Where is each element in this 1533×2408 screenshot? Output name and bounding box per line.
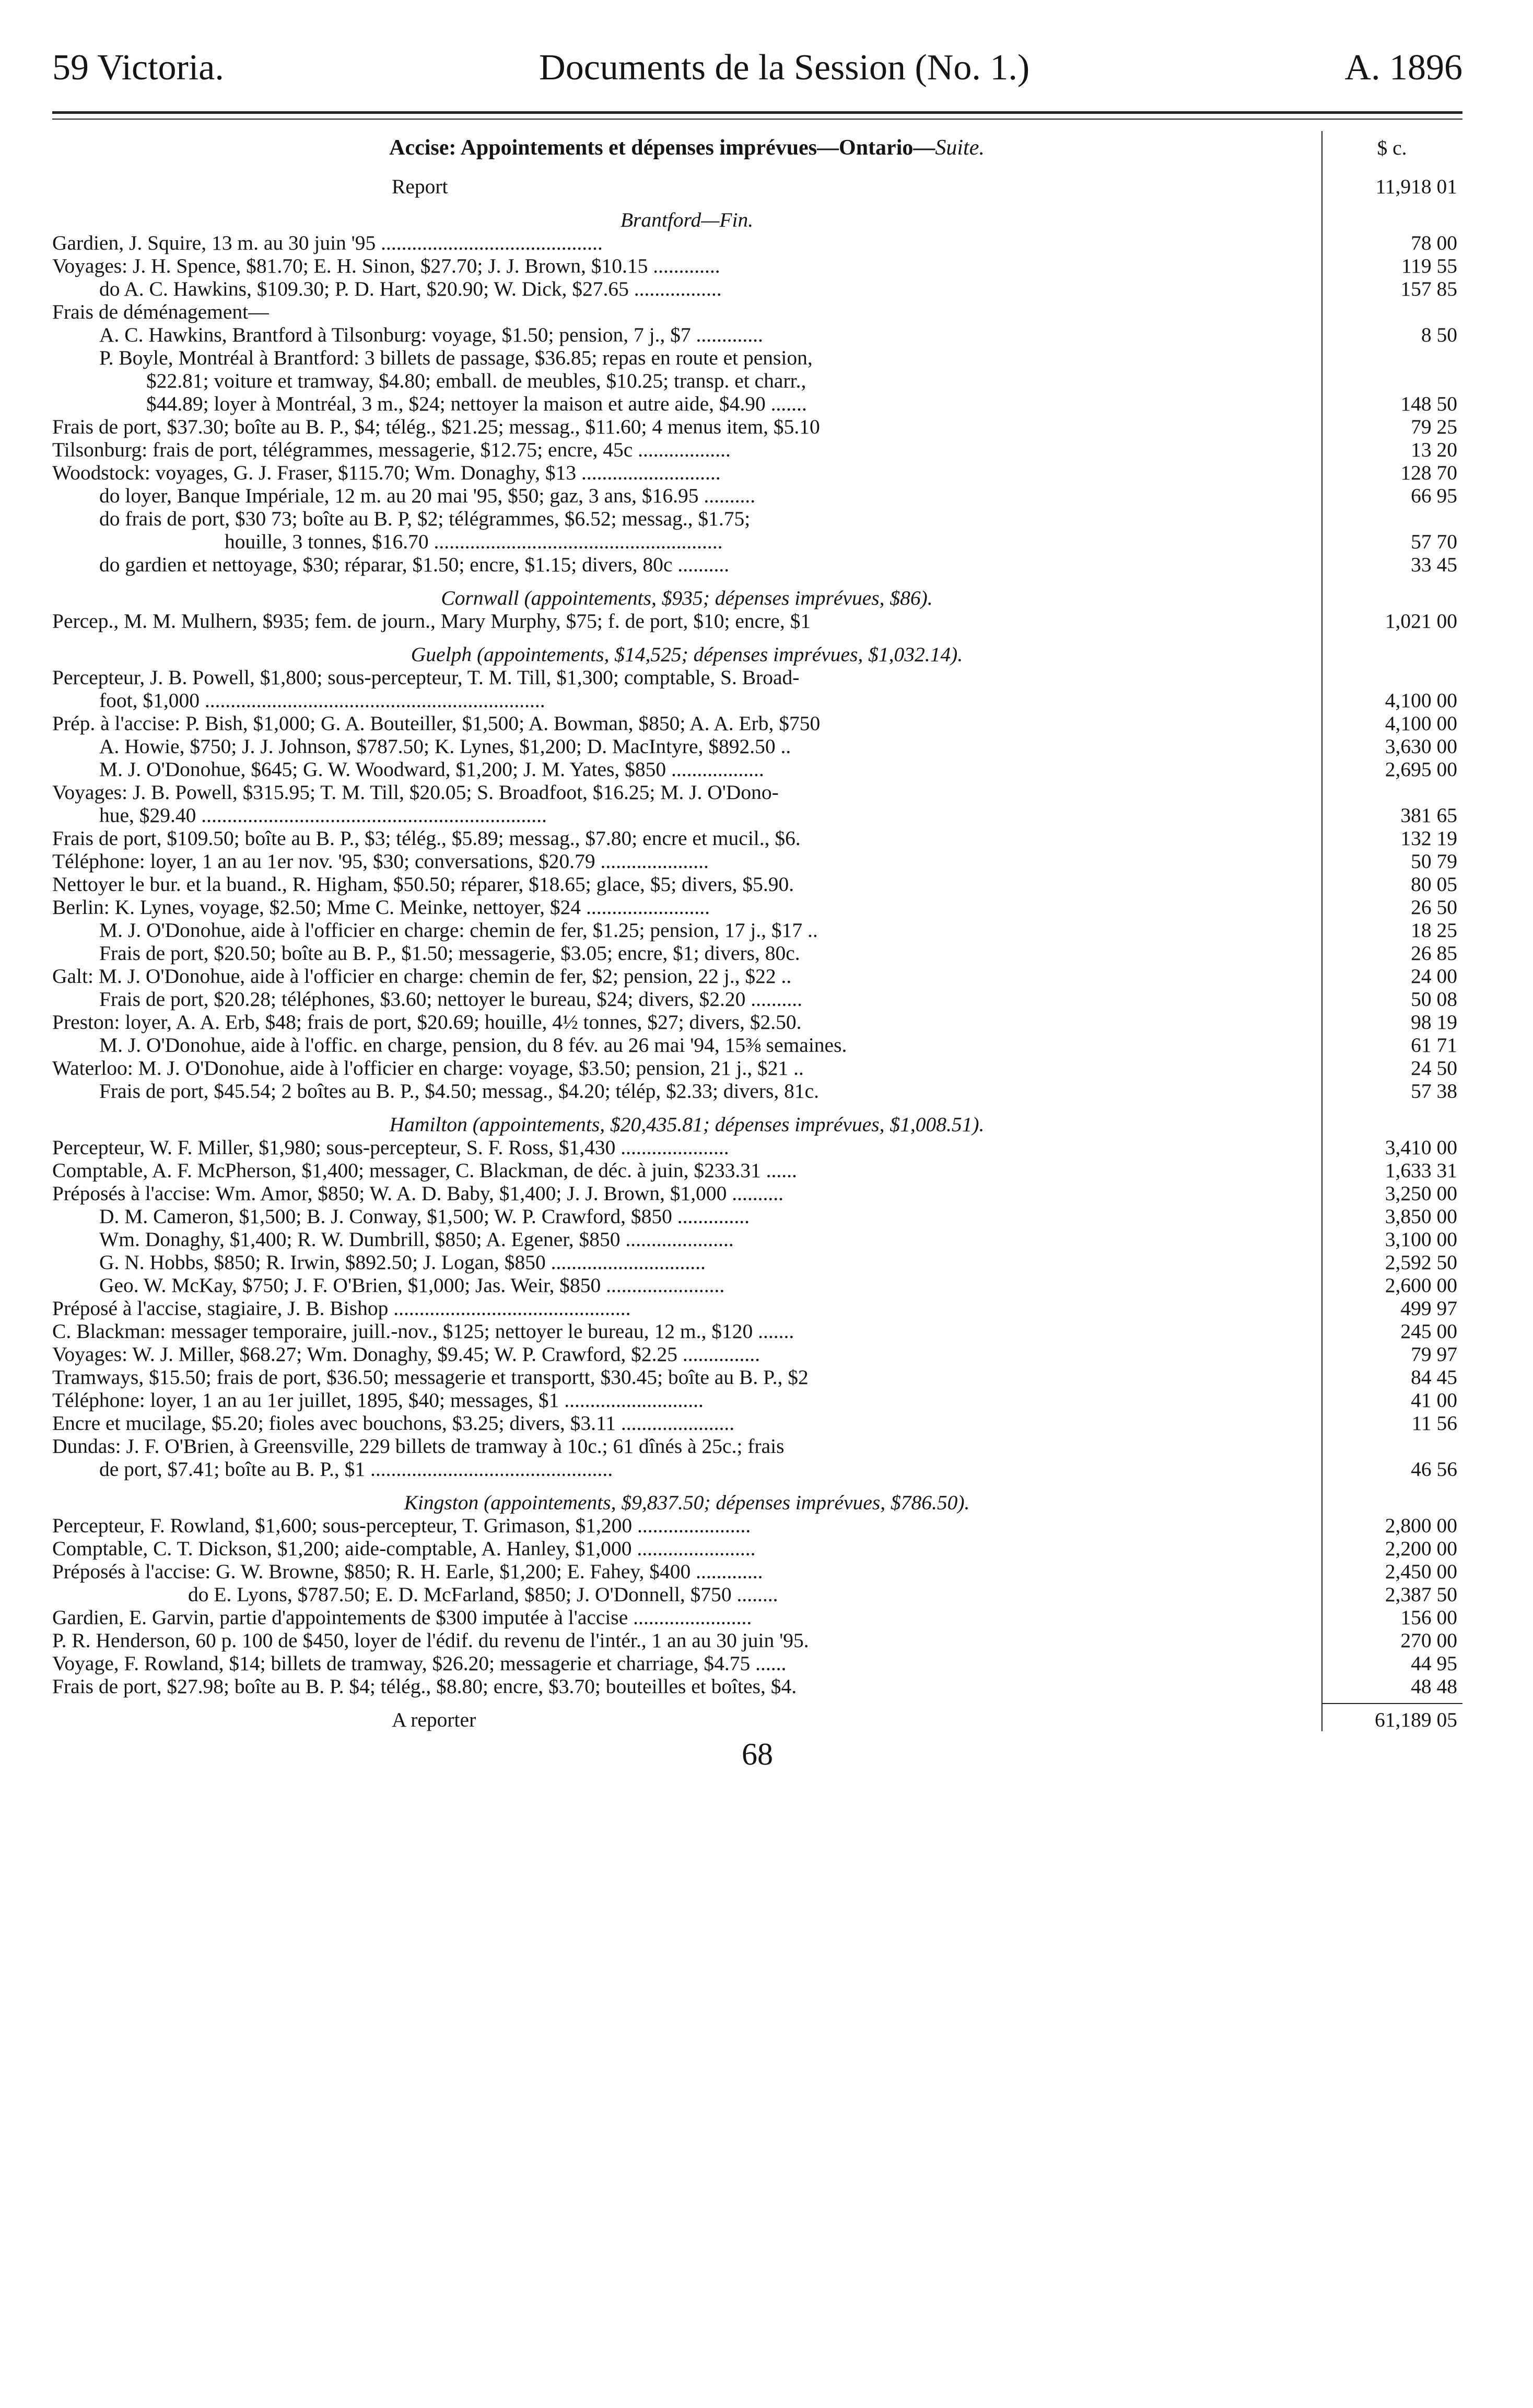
table-row (52, 712, 1462, 735)
section-heading: Brantford—Fin. (620, 208, 754, 231)
table-row (52, 1675, 1462, 1698)
row-description: Frais de port, $45.54; 2 boîtes au B. P., $4.50; messag., $4.20; télép, $2.33; divers, 81c. (99, 1079, 819, 1102)
row-amount (1321, 369, 1462, 392)
table-row (52, 1205, 1462, 1228)
table-row (52, 553, 1462, 576)
section-heading: Kingston (appointements, $9,837.50; dépenses imprévues, $786.50). (404, 1491, 970, 1514)
row-description: Preston: loyer, A. A. Erb, $48; frais de port, $20.69; houille, 4½ tonnes, $27; divers, $2.50. (52, 1011, 802, 1033)
table-row (52, 507, 1462, 530)
row-amount (1321, 1102, 1462, 1136)
row-amount: 132 19 (1400, 827, 1457, 850)
total-rule (1321, 1703, 1462, 1704)
table-row (52, 689, 1462, 712)
row-amount: 66 95 (1411, 484, 1457, 507)
row-amount (1321, 346, 1462, 369)
table-row (52, 346, 1462, 369)
row-amount: 11 56 (1411, 1412, 1457, 1435)
row-amount: 245 00 (1400, 1320, 1457, 1343)
row-description: $44.89; loyer à Montréal, 3 m., $24; nettoyer la maison et autre aide, $4.90 ....... (146, 392, 807, 415)
amount-column-rule (1321, 131, 1323, 1731)
row-description: do loyer, Banque Impériale, 12 m. au 20 mai '95, $50; gaz, 3 ans, $16.95 .......... (99, 484, 756, 507)
table-row (52, 1343, 1462, 1366)
row-description: Tramways, $15.50; frais de port, $36.50; messagerie et transportt, $30.45; boîte au B. P., $2 (52, 1366, 809, 1389)
row-amount: 98 19 (1411, 1011, 1457, 1033)
row-amount: 3,410 00 (1385, 1136, 1457, 1159)
row-description: Frais de port, $109.50; boîte au B. P., $3; télég., $5.89; messag., $7.80; encre et mucil., $6. (52, 827, 801, 850)
row-amount: 499 97 (1400, 1297, 1457, 1320)
row-amount: 1,633 31 (1385, 1159, 1457, 1182)
row-amount: 156 00 (1400, 1606, 1457, 1629)
table-row (52, 277, 1462, 300)
table-title-row (52, 131, 1462, 165)
row-amount: 79 25 (1411, 415, 1457, 438)
row-description: Wm. Donaghy, $1,400; R. W. Dumbrill, $850; A. Egener, $850 ..................... (99, 1228, 734, 1251)
row-description: Gardien, E. Garvin, partie d'appointements de $300 imputée à l'accise ....................... (52, 1606, 752, 1629)
table-row (52, 438, 1462, 461)
row-description: Frais de port, $27.98; boîte au B. P. $4; télég., $8.80; encre, $3.70; bouteilles et boîtes, $4. (52, 1675, 797, 1698)
row-description: A reporter (392, 1708, 476, 1731)
table-row (52, 1182, 1462, 1205)
table-row (52, 1320, 1462, 1343)
document-page (52, 48, 1462, 1771)
row-description: Voyages: J. H. Spence, $81.70; E. H. Sinon, $27.70; J. J. Brown, $10.15 ............. (52, 254, 720, 277)
row-amount (1321, 781, 1462, 804)
table-row (52, 1537, 1462, 1560)
row-amount: 18 25 (1411, 919, 1457, 942)
section-heading: Hamilton (appointements, $20,435.81; dépenses imprévues, $1,008.51). (389, 1113, 985, 1136)
row-amount: 11,918 01 (1375, 175, 1457, 198)
table-row (52, 484, 1462, 507)
table-row (52, 415, 1462, 438)
row-amount: 61 71 (1411, 1033, 1457, 1056)
table-row (52, 1652, 1462, 1675)
row-description: Frais de port, $37.30; boîte au B. P., $4; télég., $21.25; messag., $11.60; 4 menus item, $5.10 (52, 415, 820, 438)
row-amount (1321, 198, 1462, 231)
row-description: Préposés à l'accise: G. W. Browne, $850; R. H. Earle, $1,200; E. Fahey, $400 ............. (52, 1560, 763, 1583)
row-description: Tilsonburg: frais de port, télégrammes, messagerie, $12.75; encre, 45c .................. (52, 438, 731, 461)
row-amount: 3,100 00 (1385, 1228, 1457, 1251)
row-amount (1321, 632, 1462, 666)
row-description: do E. Lyons, $787.50; E. D. McFarland, $850; J. O'Donnell, $750 ........ (188, 1583, 778, 1606)
row-amount: 57 38 (1411, 1079, 1457, 1102)
row-description: Woodstock: voyages, G. J. Fraser, $115.70; Wm. Donaghy, $13 ........................... (52, 461, 721, 484)
row-amount (1321, 507, 1462, 530)
table-row (52, 231, 1462, 254)
table-row (52, 1366, 1462, 1389)
row-amount: 157 85 (1400, 277, 1457, 300)
table-row (52, 165, 1462, 198)
row-amount: 61,189 05 (1375, 1708, 1457, 1731)
row-description: Berlin: K. Lynes, voyage, $2.50; Mme C. Meinke, nettoyer, $24 ........................ (52, 896, 710, 919)
page-number: 68 (742, 1737, 773, 1771)
table-row (52, 461, 1462, 484)
amount-column-heading: $ c. (1377, 136, 1407, 159)
accounts-table (52, 131, 1462, 1731)
table-row (52, 1251, 1462, 1274)
row-description: Galt: M. J. O'Donohue, aide à l'officier en charge: chemin de fer, $2; pension, 22 j., $22 .. (52, 965, 792, 988)
table-title (52, 131, 1321, 165)
row-description: Comptable, C. T. Dickson, $1,200; aide-comptable, A. Hanley, $1,000 ....................... (52, 1537, 756, 1560)
table-row (52, 1228, 1462, 1251)
header-right: A. 1896 (1344, 48, 1462, 88)
table-row (52, 1159, 1462, 1182)
table-row (52, 735, 1462, 758)
row-amount: 50 08 (1411, 988, 1457, 1011)
row-amount: 2,200 00 (1385, 1537, 1457, 1560)
table-title-main: Accise: Appointements et dépenses imprévues—Ontario— (389, 136, 935, 160)
table-row (52, 1079, 1462, 1102)
row-description: de port, $7.41; boîte au B. P., $1 ............................................... (99, 1458, 613, 1481)
row-description: Téléphone: loyer, 1 an au 1er nov. '95, $30; conversations, $20.79 ..................... (52, 850, 709, 873)
row-amount: 3,630 00 (1385, 735, 1457, 758)
row-description: Téléphone: loyer, 1 an au 1er juillet, 1895, $40; messages, $1 ........................... (52, 1389, 704, 1412)
row-amount: 119 55 (1401, 254, 1457, 277)
table-row (52, 804, 1462, 827)
row-amount: 26 50 (1411, 896, 1457, 919)
row-amount: 2,387 50 (1385, 1583, 1457, 1606)
table-title-suite: Suite. (935, 136, 985, 160)
table-row (52, 873, 1462, 896)
row-amount: 3,850 00 (1385, 1205, 1457, 1228)
section-heading: Cornwall (appointements, $935; dépenses imprévues, $86). (441, 586, 933, 609)
table-row (52, 300, 1462, 323)
table-row (52, 1389, 1462, 1412)
row-amount (1321, 1481, 1462, 1514)
table-row (52, 1011, 1462, 1033)
row-description: $22.81; voiture et tramway, $4.80; emball. de meubles, $10.25; transp. et charr., (146, 369, 806, 392)
row-description: Geo. W. McKay, $750; J. F. O'Brien, $1,000; Jas. Weir, $850 ....................... (99, 1274, 725, 1297)
table-row (52, 896, 1462, 919)
row-description: M. J. O'Donohue, aide à l'officier en charge: chemin de fer, $1.25; pension, 17 j., $17 .. (99, 919, 818, 942)
row-amount (1321, 300, 1462, 323)
row-description: Gardien, J. Squire, 13 m. au 30 juin '95 ........................................... (52, 231, 603, 254)
section-heading-row (52, 632, 1462, 666)
row-description: A. Howie, $750; J. J. Johnson, $787.50; K. Lynes, $1,200; D. MacIntyre, $892.50 .. (99, 735, 791, 758)
table-row (52, 1698, 1462, 1731)
row-amount: 1,021 00 (1385, 609, 1457, 632)
table-row (52, 666, 1462, 689)
row-amount: 2,450 00 (1385, 1560, 1457, 1583)
table-row (52, 1560, 1462, 1583)
row-description: Report (392, 175, 448, 198)
row-amount: 78 00 (1411, 231, 1457, 254)
row-amount: 2,800 00 (1385, 1514, 1457, 1537)
table-row (52, 530, 1462, 553)
section-heading: Guelph (appointements, $14,525; dépenses imprévues, $1,032.14). (411, 643, 963, 666)
page-header (52, 50, 1462, 111)
row-amount: 84 45 (1411, 1366, 1457, 1389)
row-description: M. J. O'Donohue, aide à l'offic. en charge, pension, du 8 fév. au 26 mai '94, 15⅜ semaines. (99, 1033, 847, 1056)
header-center: Documents de la Session (No. 1.) (539, 48, 1030, 88)
table-row (52, 965, 1462, 988)
row-description: Waterloo: M. J. O'Donohue, aide à l'officier en charge: voyage, $3.50; pension, 21 j., $21 .. (52, 1056, 804, 1079)
table-row (52, 1412, 1462, 1435)
row-amount: 46 56 (1411, 1458, 1457, 1481)
row-description: do gardien et nettoyage, $30; réparar, $1.50; encre, $1.15; divers, 80c .......... (99, 553, 730, 576)
row-amount: 2,695 00 (1385, 758, 1457, 781)
section-heading-row (52, 1102, 1462, 1136)
row-description: do A. C. Hawkins, $109.30; P. D. Hart, $20.90; W. Dick, $27.65 ................. (99, 277, 722, 300)
row-description: Percepteur, F. Rowland, $1,600; sous-percepteur, T. Grimason, $1,200 ...................... (52, 1514, 751, 1537)
row-amount: 8 50 (1421, 323, 1457, 346)
header-rule-thin (52, 119, 1462, 120)
row-description: Nettoyer le bur. et la buand., R. Higham, $50.50; réparer, $18.65; glace, $5; divers, $5.90. (52, 873, 794, 896)
table-row (52, 1297, 1462, 1320)
table-row (52, 1583, 1462, 1606)
section-heading-row (52, 1481, 1462, 1514)
row-description: houille, 3 tonnes, $16.70 ........................................................ (225, 530, 723, 553)
row-amount: 26 85 (1411, 942, 1457, 965)
row-description: Frais de port, $20.28; téléphones, $3.60; nettoyer le bureau, $24; divers, $2.20 .......... (99, 988, 803, 1011)
row-description: P. Boyle, Montréal à Brantford: 3 billets de passage, $36.85; repas en route et pension, (99, 346, 813, 369)
row-description: Dundas: J. F. O'Brien, à Greensville, 229 billets de tramway à 10c.; 61 dînés à 25c.; frais (52, 1435, 785, 1458)
row-amount: 3,250 00 (1385, 1182, 1457, 1205)
row-description: Voyage, F. Rowland, $14; billets de tramway, $26.20; messagerie et charriage, $4.75 ...... (52, 1652, 787, 1675)
row-amount: 270 00 (1400, 1629, 1457, 1652)
row-description: do frais de port, $30 73; boîte au B. P, $2; télégrammes, $6.52; messag., $1.75; (99, 507, 751, 530)
row-description: Préposés à l'accise: Wm. Amor, $850; W. A. D. Baby, $1,400; J. J. Brown, $1,000 .......... (52, 1182, 784, 1205)
row-amount (1321, 666, 1462, 689)
row-description: Percep., M. M. Mulhern, $935; fem. de journ., Mary Murphy, $75; f. de port, $10; encre, $1 (52, 609, 811, 632)
table-row (52, 919, 1462, 942)
header-left: 59 Victoria. (52, 48, 224, 88)
row-description: Prép. à l'accise: P. Bish, $1,000; G. A. Bouteiller, $1,500; A. Bowman, $850; A. A. Erb, $750 (52, 712, 821, 735)
table-row (52, 942, 1462, 965)
row-amount: 79 97 (1411, 1343, 1457, 1366)
row-description: Voyages: J. B. Powell, $315.95; T. M. Till, $20.05; S. Broadfoot, $16.25; M. J. O'Dono- (52, 781, 779, 804)
row-description: Frais de port, $20.50; boîte au B. P., $1.50; messagerie, $3.05; encre, $1; divers, 80c. (99, 942, 800, 965)
row-description: Frais de déménagement— (52, 300, 269, 323)
row-description: Comptable, A. F. McPherson, $1,400; messager, C. Blackman, de déc. à juin, $233.31 ...... (52, 1159, 797, 1182)
table-row (52, 1629, 1462, 1652)
row-amount: 24 00 (1411, 965, 1457, 988)
table-rows (52, 165, 1462, 1731)
section-heading-row (52, 198, 1462, 231)
row-description: foot, $1,000 .................................................................. (99, 689, 545, 712)
table-row (52, 254, 1462, 277)
row-amount: 24 50 (1411, 1056, 1457, 1079)
row-description: D. M. Cameron, $1,500; B. J. Conway, $1,500; W. P. Crawford, $850 .............. (99, 1205, 750, 1228)
table-row (52, 988, 1462, 1011)
table-row (52, 1033, 1462, 1056)
row-description: Préposé à l'accise, stagiaire, J. B. Bishop .............................................. (52, 1297, 631, 1320)
row-amount: 57 70 (1411, 530, 1457, 553)
table-row (52, 609, 1462, 632)
row-amount: 381 65 (1400, 804, 1457, 827)
row-description: A. C. Hawkins, Brantford à Tilsonburg: voyage, $1.50; pension, 7 j., $7 ............. (99, 323, 763, 346)
row-amount: 2,600 00 (1385, 1274, 1457, 1297)
row-amount: 4,100 00 (1385, 712, 1457, 735)
table-row (52, 781, 1462, 804)
row-description: Percepteur, J. B. Powell, $1,800; sous-percepteur, T. M. Till, $1,300; comptable, S. Broad- (52, 666, 800, 689)
row-amount (1321, 576, 1462, 609)
table-row (52, 850, 1462, 873)
row-amount (1321, 1435, 1462, 1458)
row-amount: 80 05 (1411, 873, 1457, 896)
row-description: Voyages: W. J. Miller, $68.27; Wm. Donaghy, $9.45; W. P. Crawford, $2.25 ............... (52, 1343, 760, 1366)
row-amount: 2,592 50 (1385, 1251, 1457, 1274)
table-row (52, 1435, 1462, 1458)
row-amount: 44 95 (1411, 1652, 1457, 1675)
row-description: G. N. Hobbs, $850; R. Irwin, $892.50; J. Logan, $850 .............................. (99, 1251, 706, 1274)
row-amount: 33 45 (1411, 553, 1457, 576)
table-row (52, 1136, 1462, 1159)
table-row (52, 1458, 1462, 1481)
row-description: Percepteur, W. F. Miller, $1,980; sous-percepteur, S. F. Ross, $1,430 ..................... (52, 1136, 729, 1159)
table-row (52, 827, 1462, 850)
table-row (52, 323, 1462, 346)
row-amount: 48 48 (1411, 1675, 1457, 1698)
table-row (52, 1274, 1462, 1297)
row-description: M. J. O'Donohue, $645; G. W. Woodward, $1,200; J. M. Yates, $850 .................. (99, 758, 764, 781)
row-amount: 41 00 (1411, 1389, 1457, 1412)
table-row (52, 369, 1462, 392)
table-row (52, 1514, 1462, 1537)
row-description: hue, $29.40 ................................................................... (99, 804, 547, 827)
table-row (52, 1056, 1462, 1079)
section-heading-row (52, 576, 1462, 609)
row-amount: 148 50 (1400, 392, 1457, 415)
table-row (52, 1606, 1462, 1629)
table-row (52, 758, 1462, 781)
row-amount: 50 79 (1411, 850, 1457, 873)
row-description: P. R. Henderson, 60 p. 100 de $450, loyer de l'édif. du revenu de l'intér., 1 an au 30 juin '95. (52, 1629, 809, 1652)
row-amount: 128 70 (1400, 461, 1457, 484)
row-amount: 4,100 00 (1385, 689, 1457, 712)
header-rule-thick (52, 111, 1462, 114)
row-description: Encre et mucilage, $5.20; fioles avec bouchons, $3.25; divers, $3.11 ...................... (52, 1412, 735, 1435)
row-description: C. Blackman: messager temporaire, juill.-nov., $125; nettoyer le bureau, 12 m., $120 ....... (52, 1320, 794, 1343)
row-amount: 13 20 (1411, 438, 1457, 461)
table-row (52, 392, 1462, 415)
